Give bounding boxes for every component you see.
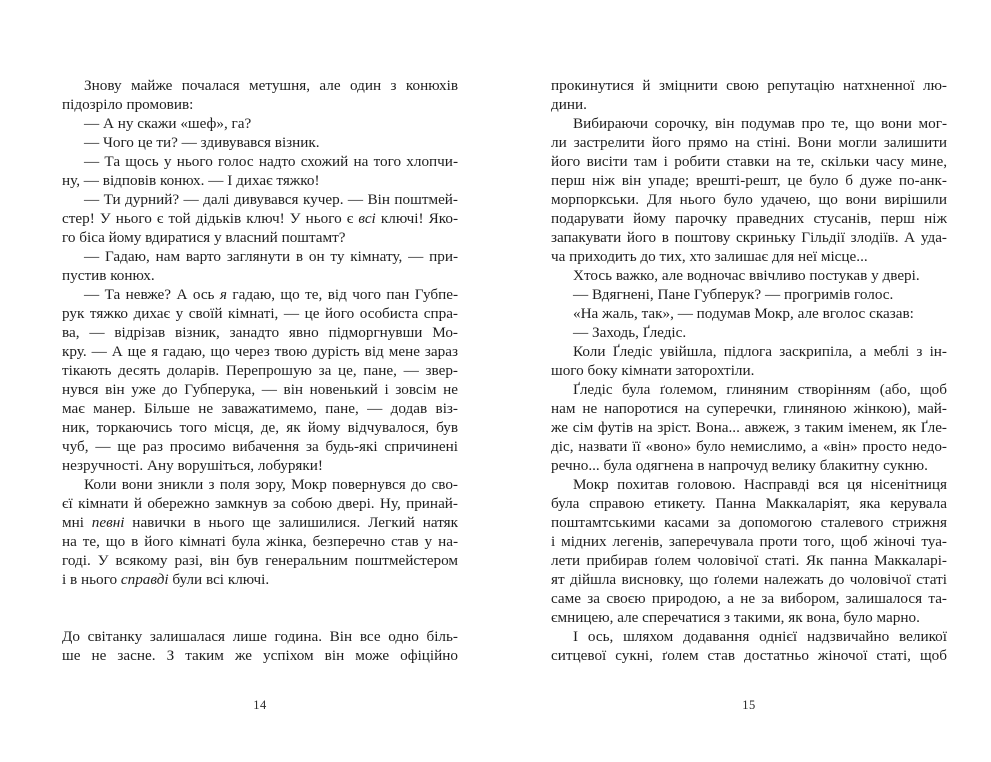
text-line: І ось, шляхом додавання однієї надзвичайно великої	[573, 628, 947, 645]
text-line: подарувати йому парочку праведних стусанів, перш ніж	[551, 210, 947, 227]
text-line: єї кімнати й обережно замкнув за собою двері. Ну, принай-	[62, 495, 458, 512]
page-right	[551, 76, 947, 736]
text-line: нам не напоротися на суперечки, глиняною жінкою), май-	[551, 400, 947, 417]
text-line: і в нього справді були всі ключі.	[62, 571, 270, 588]
text-line: ли застрелити його прямо на стіні. Вони могли залишити	[551, 134, 947, 151]
text-line: кру. — А ще я гадаю, що через твою дурість від мене зараз	[62, 343, 458, 360]
text-line: діс, назвати її «воно» було немислимо, а «він» просто недо-	[551, 438, 947, 455]
text-line: незручності. Ану ворушіться, лобуряки!	[62, 457, 323, 474]
text-line: ник, торкаючись того місця, де, як йому відчувалося, був	[62, 419, 458, 436]
text-line: Мокр похитав головою. Насправді вся ця нісенітниця	[573, 476, 947, 493]
text-line: рук тяжко дихає у своїй кімнаті, — це його особиста спра-	[62, 305, 458, 322]
text-line: саме за своєю природою, а не за вибором, залишалося та-	[551, 590, 947, 607]
text-line: поштамтськими касами за допомогою сталевого стрижня	[551, 514, 947, 531]
text-line: «На жаль, так», — подумав Мокр, але вголос сказав:	[573, 305, 914, 322]
text-line: нувся він уже до Губперука, — він новенький і зовсім не	[62, 381, 458, 398]
text-line: Знову майже почалася метушня, але один з конюхів	[84, 77, 458, 94]
text-line: ну, — відповів конюх. — І дихає тяжко!	[62, 172, 320, 189]
text-line: речно... була одягнена в напрочуд велику блакитну сукню.	[551, 457, 928, 474]
text-line: же сім футів на зріст. Вона... авжеж, з таким іменем, як Ґле-	[551, 419, 947, 436]
text-line: Хтось важко, але водночас ввічливо постукав у двері.	[573, 267, 920, 284]
blank-line	[62, 589, 458, 608]
text-line: — Ти дурний? — далі дивувався кучер. — Він поштмей-	[84, 191, 458, 208]
text-line: Коли вони зникли з поля зору, Мокр повернувся до сво-	[84, 476, 458, 493]
text-line: на те, що в його кімнаті була жінка, безперечно став у на-	[62, 533, 458, 550]
blank-line	[62, 608, 458, 627]
text-line: підозріло промовив:	[62, 96, 194, 113]
text-line: перш ніж він упаде; врешті-решт, це було б дуже по-анк-	[551, 172, 947, 189]
page-right-text	[551, 76, 947, 665]
text-line: — Чого це ти? — здивувався візник.	[84, 134, 320, 151]
text-line: — Заходь, Ґледіс.	[573, 324, 687, 341]
page-right-number: 15	[742, 698, 756, 712]
text-line: ситцевої сукні, ґолем став достатньо жіночої статі, щоб	[551, 647, 947, 664]
text-line: го біса йому вдиратися у власний поштамт?	[62, 229, 346, 246]
text-line: ча приходить до тих, хто залишає для неї місце...	[551, 248, 868, 265]
text-line: — Вдягнені, Пане Губперук? — прогримів голос.	[573, 286, 894, 303]
text-line: має манер. Більше не заважатимемо, пане, — додав віз-	[62, 400, 458, 417]
text-line: мні певні навички в нього ще залишилися. Легкий натяк	[62, 514, 458, 531]
text-line: ше не засне. З таким же успіхом він може офіційно	[62, 647, 458, 664]
text-line: морпоркськи. Для нього було удачею, що вони вирішили	[551, 191, 947, 208]
page-left	[62, 76, 458, 736]
text-line: і мідних легенів, заперечувала проти того, щоб жіночі туа-	[551, 533, 947, 550]
text-line: тікають десять доларів. Перепрошую за це, пане, — звер-	[62, 362, 458, 379]
text-line: його висіти там і робити ставки на те, скільки часу мине,	[551, 153, 947, 170]
text-line: ємницею, але сперечатися з такими, як вона, було марно.	[551, 609, 920, 626]
text-line: була справою етикету. Панна Маккаларіят, яка керувала	[551, 495, 947, 512]
text-line: — Та невже? А ось я гадаю, що те, від чого пан Губпе-	[84, 286, 459, 303]
page-left-number: 14	[253, 698, 267, 712]
text-line: Ґледіс була ґолемом, глиняним створінням (або, щоб	[573, 381, 947, 398]
text-line: Вибираючи сорочку, він подумав про те, що вони мог-	[573, 115, 947, 132]
text-line: чуб, — ще раз просимо вибачення за будь-які спричинені	[62, 438, 458, 455]
page-left-text	[62, 76, 458, 665]
text-line: — Та щось у нього голос надто схожий на того хлопчи-	[84, 153, 458, 170]
text-line: стер! У нього є той дідьків ключ! У нього є всі ключі! Яко-	[62, 210, 459, 227]
text-line: ят дійшла висновку, що ґолеми належать до чоловічої статі	[551, 571, 947, 588]
text-line: шого боку кімнати заторохтіли.	[551, 362, 755, 379]
text-line: дини.	[551, 96, 587, 113]
text-line: лети прибирав ґолем чоловічої статі. Як панна Маккаларі-	[551, 552, 947, 569]
text-line: — Гадаю, нам варто заглянути в он ту кімнату, — при-	[84, 248, 458, 265]
text-line: пустив конюх.	[62, 267, 155, 284]
text-line: годі. У всякому разі, він був генеральним поштмейстером	[62, 552, 458, 569]
text-line: прокинутися й зміцнити свою репутацію натхненної лю-	[551, 77, 947, 94]
text-line: запакувати його в поштову скриньку Гільдії злодіїв. А уда-	[551, 229, 947, 246]
text-line: Коли Ґледіс увійшла, підлога заскрипіла, а меблі з ін-	[573, 343, 947, 360]
text-line: До світанку залишалася лише година. Він все одно біль-	[62, 628, 458, 645]
text-line: ва, — відрізав візник, занадто явно підморгнувши Мо-	[62, 324, 458, 341]
text-line: — А ну скажи «шеф», га?	[84, 115, 252, 132]
